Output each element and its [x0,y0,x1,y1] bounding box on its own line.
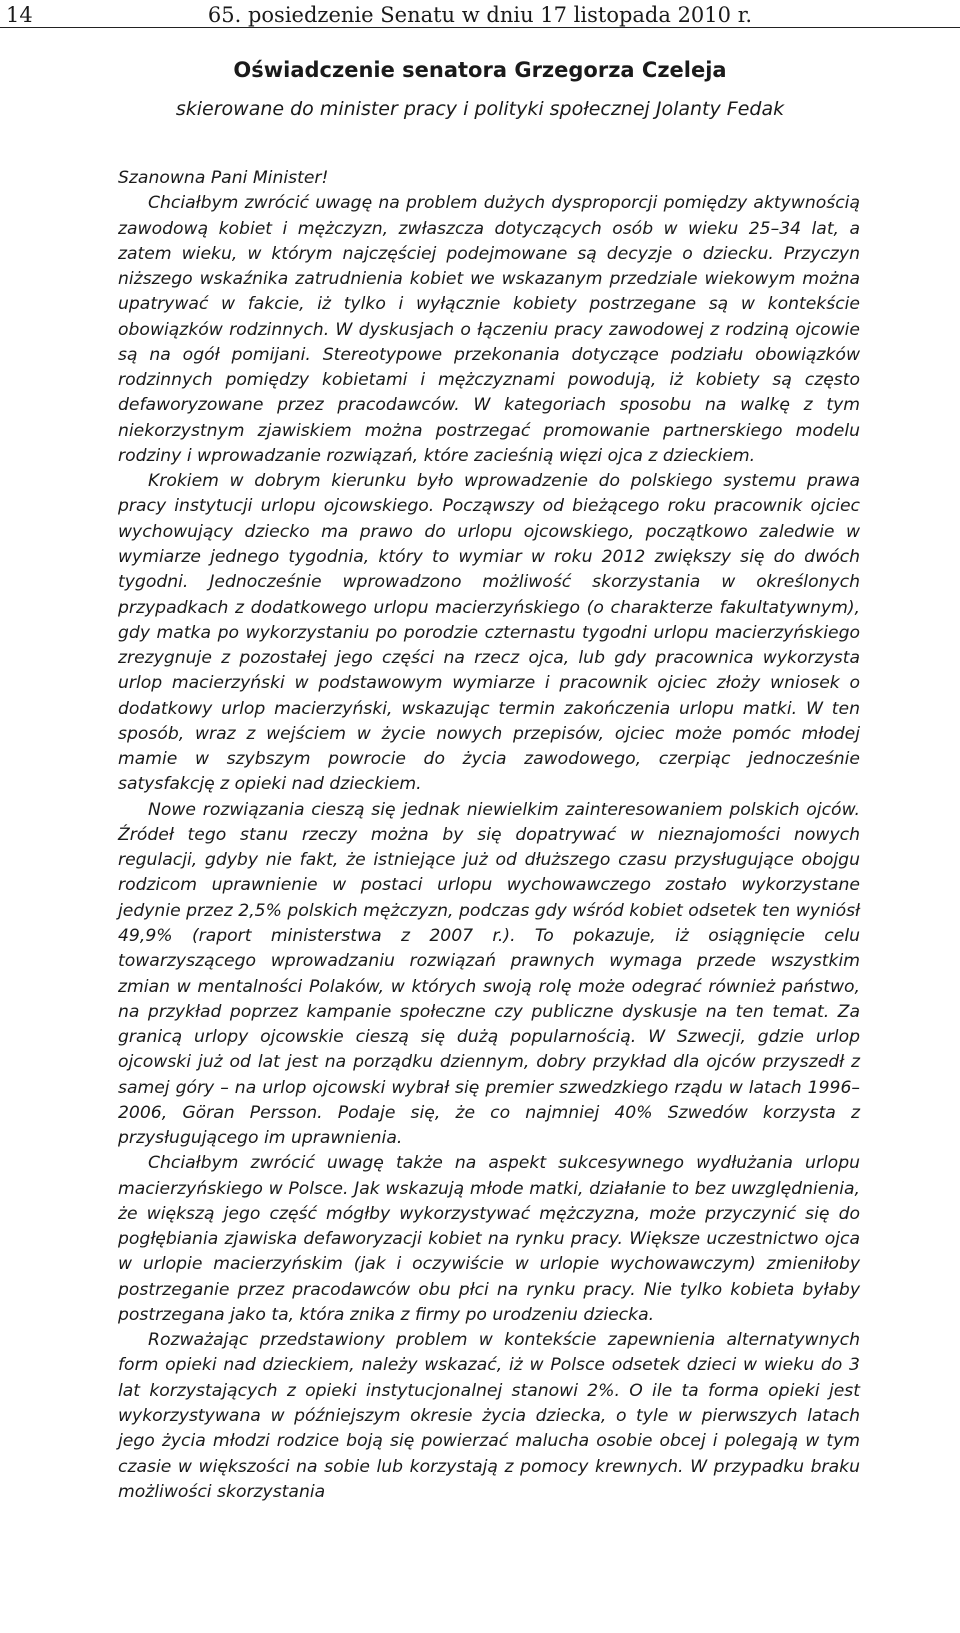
paragraph: Nowe rozwiązania cieszą się jednak niewielkim zainteresowaniem polskich ojców. Źródeł tego stanu rzeczy można by się dopatrywać w nieznajomości nowych regulacji, gdyby nie fakt, że istniejące już od dłuższego czasu przysługujące obojgu rodzicom uprawnienie w postaci urlopu wychowawczego zostało wykorzystane jedynie przez 2,5% polskich mężczyzn, podczas gdy wśród kobiet odsetek ten wyniósł 49,9% (raport ministerstwa z 2007 r.). To pokazuje, iż osiągnięcie celu towarzyszącego wprowadzaniu rozwiązań prawnych wymaga przede wszystkim zmian w mentalności Polaków, w których swoją rolę może odegrać również państwo, na przykład poprzez kampanie społeczne czy publiczne dyskusje na ten temat. Za granicą urlopy ojcowskie cieszą się dużą popularnością. W Szwecji, gdzie urlop ojcowski już od lat jest na porządku dziennym, dobry przykład dla ojców przyszedł z samej góry – na urlop ojcowski wybrał się premier szwedzkiego rządu w latach 1996–2006, Göran Persson. Podaje się, że co najmniej 40% Szwedów korzysta z przysługującego im uprawnienia. [118,799,860,1149]
page-header [0,0,960,32]
running-head: 65. posiedzenie Senatu w dniu 17 listopada 2010 r. [207,3,753,27]
statement-title: Oświadczenie senatora Grzegorza Czeleja [233,58,727,82]
statement-subtitle: skierowane do minister pracy i polityki społecznej Jolanty Fedak [175,98,785,120]
paragraph: Chciałbym zwrócić uwagę także na aspekt sukcesywnego wydłużania urlopu macierzyńskiego w Polsce. Jak wskazują młode matki, działanie to bez uwzględnienia, że większą jego część mógłby wykorzystywać mężczyzna, może przyczynić się do pogłębiania zjawiska defaworyzacji kobiet na rynku pracy. Większe uczestnictwo ojca w urlopie macierzyńskim (jak i oczywiście w urlopie wychowawczym) zmieniłoby postrzeganie przez pracodawców obu płci na rynku pracy. Nie tylko kobieta byłaby postrzegana jako ta, która znika z firmy po urodzeniu dziecka. [118,1153,860,1325]
header-rule [0,27,960,28]
paragraph: Krokiem w dobrym kierunku było wprowadzenie do polskiego systemu prawa pracy instytucji urlopu ojcowskiego. Począwszy od bieżącego roku pracownik ojciec wychowujący dziecko ma prawo do urlopu ojcowskiego, początkowo zaledwie w wymiarze jednego tygodnia, który to wymiar w roku 2012 zwiększy się do dwóch tygodni. Jednocześnie wprowadzono możliwość skorzystania w określonych przypadkach z dodatkowego urlopu macierzyńskiego (o charakterze fakultatywnym), gdy matka po wykorzystaniu po porodzie czternastu tygodni urlopu macierzyńskiego zrezygnuje z pozostałej jego części na rzecz ojca, lub gdy pracownica wykorzysta urlop macierzyński w podstawowym wymiarze i pracownik ojciec złoży wniosek o dodatkowy urlop macierzyński, wskazując termin zakończenia urlopu matki. W ten sposób, wraz z wejściem w życie nowych przepisów, ojciec może pomóc młodej mamie w szybszym powrocie do życia zawodowego, czerpiąc jednocześnie satysfakcję z opieki nad dzieckiem. [118,471,860,795]
page-number: 14 [6,3,33,27]
salutation: Szanowna Pani Minister! [118,168,329,188]
paragraph: Chciałbym zwrócić uwagę na problem dużych dysproporcji pomiędzy aktywnością zawodową kobiet i mężczyzn, zwłaszcza dotyczących osób w wieku 25–34 lat, a zatem wieku, w którym najczęściej podejmowane są decyzje o dziecku. Przyczyn niższego wskaźnika zatrudnienia kobiet we wskazanym przedziale wiekowym można upatrywać w fakcie, iż tylko i wyłącznie kobiety postrzegane są w kontekście obowiązków rodzinnych. W dyskusjach o łączeniu pracy zawodowej z rodziną ojcowie są na ogół pomijani. Stereotypowe przekonania dotyczące podziału obowiązków rodzinnych pomiędzy kobietami i mężczyznami powodują, iż kobiety są często defaworyzowane przez pracodawców. W kategoriach sposobu na walkę z tym niekorzystnym zjawiskiem można postrzegać promowanie partnerskiego modelu rodziny i wprowadzanie rozwiązań, które zacieśnią więzi ojca z dzieckiem. [118,193,860,466]
paragraph: Rozważając przedstawiony problem w kontekście zapewnienia alternatywnych form opieki nad dzieckiem, należy wskazać, iż w Polsce odsetek dzieci w wieku do 3 lat korzystających z opieki instytucjonalnej stanowi 2%. O ile ta forma opieki jest wykorzystywana w późniejszym okresie życia dziecka, o tyle w pierwszych latach jego życia młodzi rodzice boją się powierzać malucha osobie obcej i polegają w tym czasie w większości na sobie lub korzystają z pomocy krewnych. W przypadku braku możliwości skorzystania [118,1330,860,1502]
statement-body [118,166,860,1505]
